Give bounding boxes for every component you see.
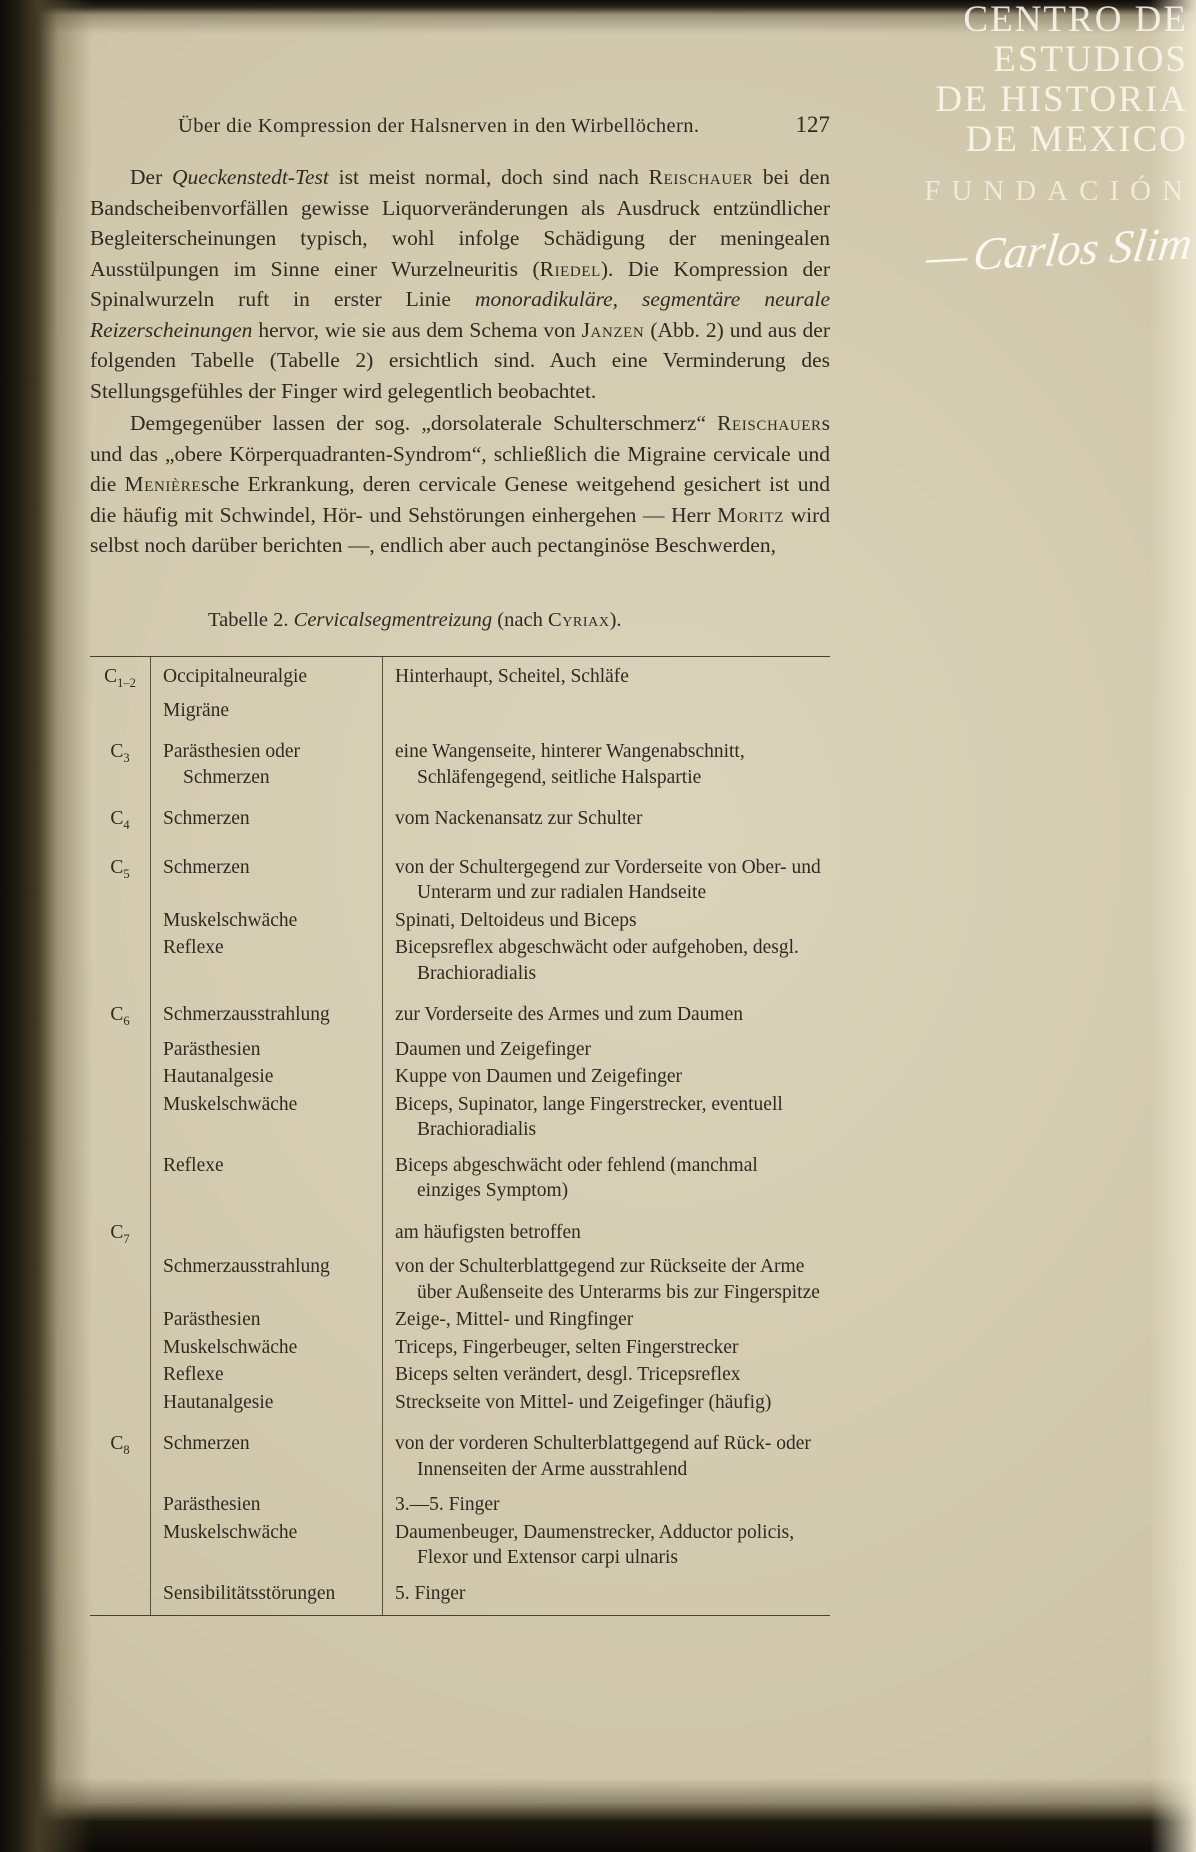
symptom-cell: Schmerzen bbox=[150, 1416, 382, 1483]
table-row bbox=[90, 1036, 830, 1064]
description-cell: Streckseite von Mittel- und Zeigefinger (häufig) bbox=[382, 1389, 830, 1417]
symptom-cell: Muskelschwäche bbox=[150, 907, 382, 935]
description-cell: Kuppe von Daumen und Zeigefinger bbox=[382, 1063, 830, 1091]
description-cell bbox=[382, 697, 830, 725]
watermark-line: ESTUDIOS bbox=[993, 39, 1188, 80]
symptom-cell: Muskelschwäche bbox=[150, 1519, 382, 1572]
segment-cell bbox=[90, 1063, 150, 1091]
symptom-cell: Schmerzen bbox=[150, 791, 382, 839]
description-cell: 3.—5. Finger bbox=[382, 1483, 830, 1519]
segment-cell bbox=[90, 1306, 150, 1334]
cervical-segment-table bbox=[90, 656, 830, 1617]
description-cell: zur Vorderseite des Armes und zum Daumen bbox=[382, 987, 830, 1035]
symptom-cell: Schmerzausstrahlung bbox=[150, 1253, 382, 1306]
description-cell: Biceps, Supinator, lange Fingerstrecker, eventuell Brachioradialis bbox=[382, 1091, 830, 1144]
paragraph: Demgegenüber lassen der sog. „dorsolaterale Schulterschmerz“ Reischauers und das „obere Körperquadranten-Syndrom“, schließlich die Migraine cervicale und die Menièresche Erkrankung, deren cervicale Genese weitgehend gesichert ist und die häufig mit Schwindel, Hör- und Sehstörungen einhergehen — Herr Moritz wird selbst noch darüber berichten —, endlich aber auch pectanginöse Beschwerden, bbox=[90, 411, 831, 557]
description-cell: eine Wangenseite, hinterer Wangenabschnitt, Schläfengegend, seitliche Halspartie bbox=[382, 724, 830, 791]
table-row bbox=[90, 1572, 830, 1616]
segment-cell bbox=[90, 1361, 150, 1389]
table-row bbox=[90, 1063, 830, 1091]
table-row bbox=[90, 1361, 830, 1389]
watermark-fundacion: FUNDACIÓN bbox=[924, 175, 1194, 207]
symptom-cell: Sensibilitätsstörungen bbox=[150, 1572, 382, 1616]
symptom-cell: Parästhesien bbox=[150, 1036, 382, 1064]
symptom-cell: Schmerzausstrahlung bbox=[150, 987, 382, 1035]
description-cell: von der Schultergegend zur Vorderseite von Ober- und Unterarm und zur radialen Handseite bbox=[382, 840, 830, 907]
segment-cell: $C_5$ bbox=[110, 856, 130, 881]
segment-cell bbox=[90, 907, 150, 935]
description-cell: vom Nackenansatz zur Schulter bbox=[382, 791, 830, 839]
description-cell: Daumen und Zeigefinger bbox=[382, 1036, 830, 1064]
symptom-cell: Reflexe bbox=[150, 934, 382, 987]
table-row bbox=[90, 791, 830, 839]
segment-cell bbox=[90, 697, 150, 725]
table-row bbox=[90, 907, 830, 935]
segment-cell bbox=[90, 934, 150, 987]
table-row bbox=[90, 1416, 830, 1483]
description-cell: 5. Finger bbox=[382, 1572, 830, 1616]
table-row bbox=[90, 1253, 830, 1306]
description-cell: von der vorderen Schulterblattgegend auf Rück- oder Innenseiten der Arme ausstrahlend bbox=[382, 1416, 830, 1483]
table-row bbox=[90, 840, 830, 907]
description-cell: Daumenbeuger, Daumenstrecker, Adductor policis, Flexor und Extensor carpi ulnaris bbox=[382, 1519, 830, 1572]
table-row bbox=[90, 1144, 830, 1205]
symptom-cell: Muskelschwäche bbox=[150, 1091, 382, 1144]
description-cell: Hinterhaupt, Scheitel, Schläfe bbox=[382, 657, 830, 697]
segment-cell bbox=[90, 1519, 150, 1572]
table-body bbox=[90, 657, 830, 1616]
symptom-cell: Parästhesien bbox=[150, 1483, 382, 1519]
description-cell: am häufigsten betroffen bbox=[382, 1205, 830, 1253]
segment-cell bbox=[90, 1036, 150, 1064]
table-row bbox=[90, 987, 830, 1035]
segment-cell: $C_{1-2}$ bbox=[104, 665, 136, 690]
running-header bbox=[90, 112, 830, 138]
segment-cell: $C_6$ bbox=[110, 1004, 130, 1029]
symptom-cell: Parästhesien oder Schmerzen bbox=[150, 724, 382, 791]
segment-cell bbox=[90, 1483, 150, 1519]
table-row bbox=[90, 1389, 830, 1417]
description-cell: Biceps selten verändert, desgl. Tricepsreflex bbox=[382, 1361, 830, 1389]
segment-cell: $C_3$ bbox=[110, 741, 130, 766]
symptom-cell: Hautanalgesie bbox=[150, 1389, 382, 1417]
description-cell: von der Schulterblattgegend zur Rückseite der Arme über Außenseite des Unterarms bis zur Fingerspitze bbox=[382, 1253, 830, 1306]
table-row bbox=[90, 1519, 830, 1572]
segment-cell bbox=[90, 1572, 150, 1616]
table-row bbox=[90, 1205, 830, 1253]
running-title: Über die Kompression der Halsnerven in den Wirbellöchern. bbox=[178, 115, 700, 137]
symptom-cell: Reflexe bbox=[150, 1144, 382, 1205]
table-title: Tabelle 2. Cervicalsegmentreizung (nach Cyriax). bbox=[208, 608, 622, 631]
symptom-cell: Parästhesien bbox=[150, 1306, 382, 1334]
watermark-line: DE HISTORIA bbox=[935, 79, 1188, 120]
symptom-cell bbox=[150, 1205, 382, 1253]
watermark-line: CENTRO DE bbox=[963, 0, 1188, 40]
symptom-cell: Hautanalgesie bbox=[150, 1063, 382, 1091]
symptom-cell: Reflexe bbox=[150, 1361, 382, 1389]
segment-cell: $C_7$ bbox=[110, 1221, 130, 1246]
segment-cell bbox=[90, 1334, 150, 1362]
description-cell: Bicepsreflex abgeschwächt oder aufgehoben, desgl. Brachioradialis bbox=[382, 934, 830, 987]
segment-cell bbox=[90, 1253, 150, 1306]
segment-cell bbox=[90, 1091, 150, 1144]
table-row bbox=[90, 1334, 830, 1362]
description-cell: Biceps abgeschwächt oder fehlend (manchmal einziges Symptom) bbox=[382, 1144, 830, 1205]
segment-cell: $C_8$ bbox=[110, 1433, 130, 1457]
symptom-cell: Muskelschwäche bbox=[150, 1334, 382, 1362]
watermark-signature: — Carlos Slim bbox=[773, 216, 1196, 291]
symptom-cell: Occipitalneuralgie bbox=[150, 657, 382, 697]
segment-cell bbox=[90, 1389, 150, 1417]
table-row bbox=[90, 1091, 830, 1144]
description-cell: Spinati, Deltoideus und Biceps bbox=[382, 907, 830, 935]
table-row bbox=[90, 934, 830, 987]
table-row bbox=[90, 697, 830, 725]
table-row bbox=[90, 657, 830, 697]
segment-cell bbox=[90, 1144, 150, 1205]
symptom-cell: Migräne bbox=[150, 697, 382, 725]
table-row bbox=[90, 1483, 830, 1519]
description-cell: Triceps, Fingerbeuger, selten Fingerstrecker bbox=[382, 1334, 830, 1362]
symptom-cell: Schmerzen bbox=[150, 840, 382, 907]
paragraph: Der Queckenstedt-Test ist meist normal, doch sind nach Reischauer bei den Bandscheibenvorfällen gewisse Liquorveränderungen als Ausdruck entzündlicher Begleiterscheinungen typisch, wohl infolge Schädigung der meningealen Ausstülpungen im Sinne einer Wurzelneuritis (Riedel). Die Kompression der Spinalwurzeln ruft in erster Linie monoradikuläre, segmentäre neurale Reizerscheinungen hervor, wie sie aus dem Schema von Janzen (Abb. 2) und aus der folgenden Tabelle (Tabelle 2) ersichtlich sind. Auch eine Verminderung des Stellungsgefühles der Finger wird gelegentlich beobachtet. bbox=[90, 165, 830, 403]
page-content bbox=[90, 0, 830, 1616]
description-cell: Zeige-, Mittel- und Ringfinger bbox=[382, 1306, 830, 1334]
segment-cell: $C_4$ bbox=[110, 808, 130, 833]
page-number: 127 bbox=[795, 112, 830, 137]
table-row bbox=[90, 724, 830, 791]
watermark-line: DE MEXICO bbox=[965, 119, 1188, 160]
table-row bbox=[90, 1306, 830, 1334]
